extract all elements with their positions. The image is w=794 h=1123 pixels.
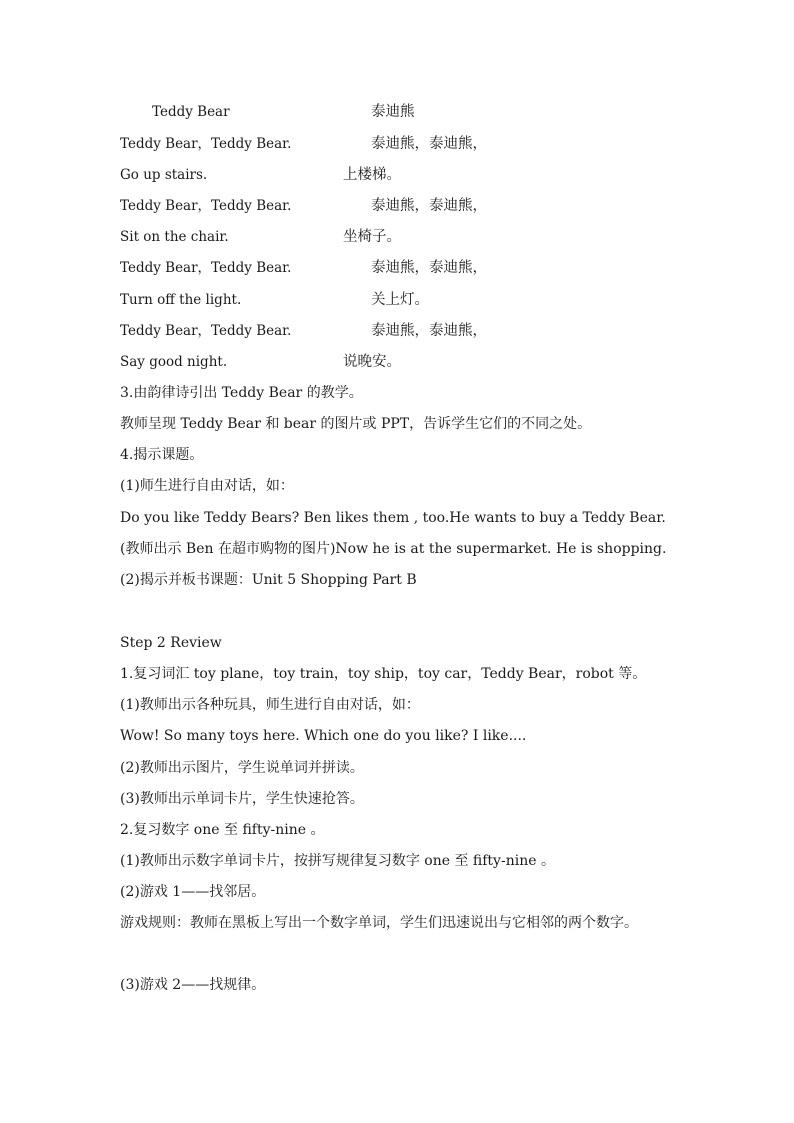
step2-item2: 2.复习数字 one 至 fifty-nine 。 (120, 822, 325, 838)
step2-item1: 1.复习词汇 toy plane，toy train，toy ship，toy car，Teddy Bear，robot 等。 (120, 666, 647, 682)
step2-item2-sub3: (3)游戏 2——找规律。 (120, 977, 266, 993)
poem-line-en: Go up stairs. (120, 167, 208, 183)
poem-line-en: Turn off the light. (120, 292, 242, 308)
step2-item1-sub3: (3)教师出示单词卡片，学生快速抢答。 (120, 791, 364, 807)
poem-line-zh: 上楼梯。 (343, 167, 401, 183)
poem-line-zh: 泰迪熊，泰迪熊， (371, 323, 487, 339)
poem-line-zh: 泰迪熊，泰迪熊， (371, 136, 487, 152)
step2-item1-dialog: Wow! So many toys here. Which one do you like? I like.... (120, 728, 527, 744)
step1-item4-dialog: Do you like Teddy Bears? Ben likes them , too.He wants to buy a Teddy Bear.(教师出示 Ben 在超市购物的图片)Now he is at the supermarket. He is shopping. (120, 510, 667, 557)
step2-item2-sub2: (2)游戏 1——找邻居。 (120, 884, 266, 900)
poem-line-zh: 说晚安。 (343, 354, 401, 370)
step1-item4-sub1: (1)师生进行自由对话，如： (120, 478, 294, 494)
poem-title-zh: 泰迪熊 (371, 104, 415, 120)
poem-line-zh: 泰迪熊，泰迪熊， (371, 198, 487, 214)
poem-line-zh: 坐椅子。 (343, 229, 401, 245)
step1-item3-detail: 教师呈现 Teddy Bear 和 bear 的图片或 PPT，告诉学生它们的不同之处。 (120, 416, 592, 432)
poem-line-zh: 泰迪熊，泰迪熊， (371, 260, 487, 276)
step2-item2-sub1: (1)教师出示数字单词卡片，按拼写规律复习数字 one 至 fifty-nine 。 (120, 853, 555, 869)
step1-item4: 4.揭示课题。 (120, 447, 204, 463)
step2-item1-sub2: (2)教师出示图片，学生说单词并拼读。 (120, 760, 364, 776)
poem-line-en: Say good night. (120, 354, 228, 370)
poem-line-en: Teddy Bear，Teddy Bear. (120, 136, 292, 152)
step1-item4-sub2: (2)揭示并板书课题：Unit 5 Shopping Part B (120, 572, 417, 588)
poem-line-en: Teddy Bear，Teddy Bear. (120, 198, 292, 214)
poem-line-en: Sit on the chair. (120, 229, 229, 245)
step2-item1-sub1: (1)教师出示各种玩具，师生进行自由对话，如： (120, 697, 420, 713)
poem-line-en: Teddy Bear，Teddy Bear. (120, 323, 292, 339)
poem-line-zh: 关上灯。 (371, 292, 429, 308)
poem-line-en: Teddy Bear，Teddy Bear. (120, 260, 292, 276)
step2-item2-rule: 游戏规则：教师在黑板上写出一个数字单词，学生们迅速说出与它相邻的两个数字。 (120, 915, 638, 931)
step1-item3: 3.由韵律诗引出 Teddy Bear 的教学。 (120, 385, 363, 401)
poem-title-en: Teddy Bear (152, 104, 230, 120)
step2-heading: Step 2 Review (120, 635, 222, 651)
